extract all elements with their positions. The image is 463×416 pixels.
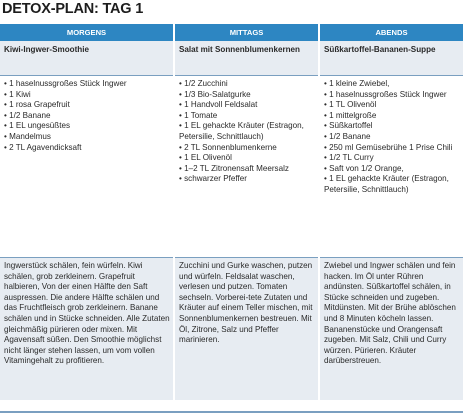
ingredients-cell-morgens	[0, 76, 174, 258]
column-header-abends: ABENDS	[319, 24, 463, 41]
ingredient-item: • 1 Handvoll Feldsalat	[179, 100, 315, 111]
ingredients-row	[0, 76, 463, 258]
ingredient-item: • 1 Kiwi	[4, 90, 170, 101]
ingredient-item: • 1 Tomate	[179, 111, 315, 122]
ingredients-cell-mittags	[174, 76, 319, 258]
ingredient-list	[324, 79, 460, 196]
ingredient-item: • 1 EL ungesüßtes	[4, 121, 170, 132]
ingredient-item: • 1/2 Zucchini	[179, 79, 315, 90]
ingredient-item: • 1 EL gehackte Kräuter (Estragon, Petersilie, Schnittlauch)	[324, 174, 460, 195]
ingredient-item: • 1 mittelgroße	[324, 111, 460, 122]
ingredient-item: • 1 EL gehackte Kräuter (Estragon, Petersilie, Schnittlauch)	[179, 121, 315, 142]
ingredient-item: • 1 kleine Zwiebel,	[324, 79, 460, 90]
dish-name-abends: Süßkartoffel-Bananen-Suppe	[319, 41, 463, 76]
ingredient-item: • 1 TL Olivenöl	[324, 100, 460, 111]
table-header-row	[0, 24, 463, 41]
preparation-morgens: Ingwerstück schälen, fein würfeln. Kiwi schälen, grob zerkleinern. Grapefruit halbieren, Von der einen Hälfte den Saft auspressen. Die andere Hälfte schälen und das Fruchtfleisch grob zerkleinern. Banane schälen und in Stücke schneiden. Alle Zutaten gleichmäßig pürieren oder mixen. Mit Agavensaft süßen. Den Smoothie möglichst nicht länger stehen lassen, um vom vollen Vitamingehalt zu profitieren.	[0, 258, 174, 401]
dish-row	[0, 41, 463, 76]
ingredient-item: • 1/2 Banane	[324, 132, 460, 143]
ingredient-item: • Saft von 1/2 Orange,	[324, 164, 460, 175]
column-header-mittags: MITTAGS	[174, 24, 319, 41]
ingredient-item: • 1/2 TL Curry	[324, 153, 460, 164]
ingredient-item: • 1–2 TL Zitronensaft Meersalz	[179, 164, 315, 175]
dish-name-morgens: Kiwi-Ingwer-Smoothie	[0, 41, 174, 76]
ingredient-item: • 1 haselnussgroßes Stück Ingwer	[324, 90, 460, 101]
ingredient-item: • 1 rosa Grapefruit	[4, 100, 170, 111]
ingredient-item: • 250 ml Gemüsebrühe 1 Prise Chili	[324, 143, 460, 154]
ingredients-cell-abends	[319, 76, 463, 258]
ingredient-item: • Mandelmus	[4, 132, 170, 143]
preparation-row	[0, 258, 463, 401]
ingredient-item: • Süßkartoffel	[324, 121, 460, 132]
ingredient-list	[4, 79, 170, 153]
ingredient-item: • 2 TL Sonnenblumenkerne	[179, 143, 315, 154]
preparation-mittags: Zucchini und Gurke waschen, putzen und würfeln. Feldsalat waschen, verlesen und putzen. Tomaten sechseln. Vorberei-tete Zutaten und Kräuter auf einem Teller mischen, mit Sonnenblumenkernen bestreuen. Mit Öl, Zitrone, Salz und Pfeffer marinieren.	[174, 258, 319, 401]
ingredient-item: • 1/3 Bio-Salatgurke	[179, 90, 315, 101]
ingredient-item: • 1 haselnussgroßes Stück Ingwer	[4, 79, 170, 90]
ingredient-item: • schwarzer Pfeffer	[179, 174, 315, 185]
bottom-divider	[0, 411, 463, 413]
page-title: DETOX-PLAN: TAG 1	[2, 1, 144, 17]
ingredient-item: • 2 TL Agavendicksaft	[4, 143, 170, 154]
ingredient-item: • 1/2 Banane	[4, 111, 170, 122]
meal-plan-table	[0, 24, 463, 400]
dish-name-mittags: Salat mit Sonnenblumenkernen	[174, 41, 319, 76]
preparation-abends: Zwiebel und Ingwer schälen und fein hacken. Im Öl unter Rühren andünsten. Süßkartoffel schälen, in Stücke schneiden und zugeben. Mitdünsten. Mit der Brühe ablöschen und 8 Minuten köcheln lassen. Bananenstücke und Orangensaft zugeben. Mit Salz, Chili und Curry würzen. Pürieren. Kräuter darüberstreuen.	[319, 258, 463, 401]
ingredient-item: • 1 EL Olivenöl	[179, 153, 315, 164]
ingredient-list	[179, 79, 315, 185]
column-header-morgens: MORGENS	[0, 24, 174, 41]
